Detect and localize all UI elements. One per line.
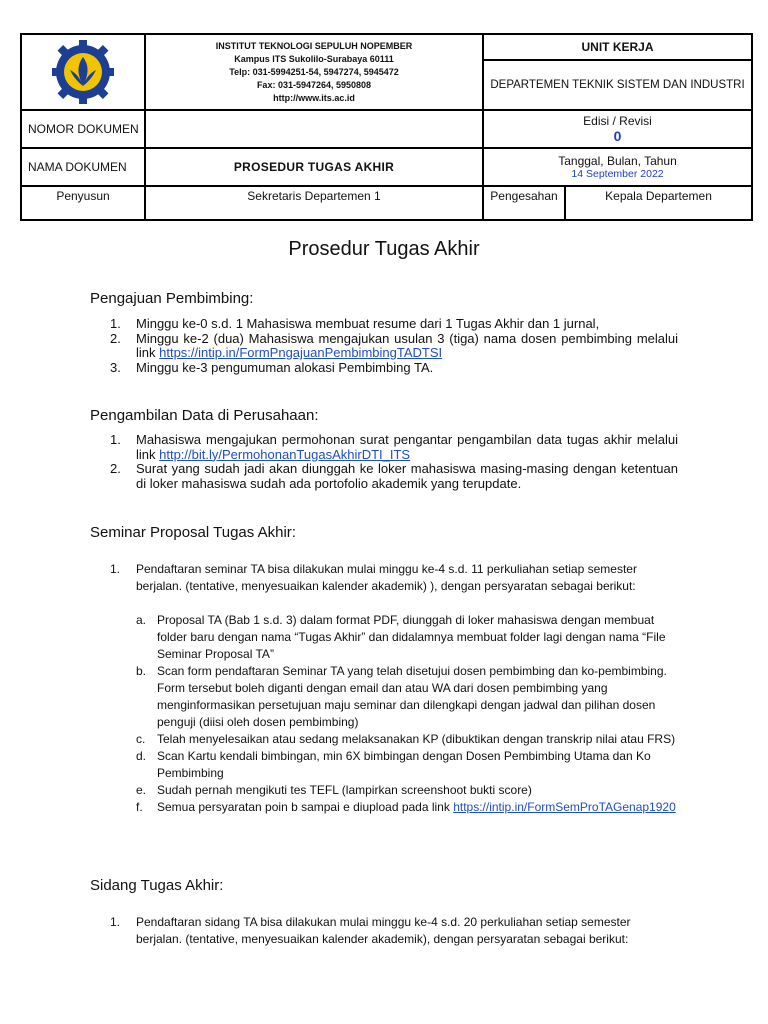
list-item (110, 332, 678, 361)
institution-phone: Telp: 031-5994251-54, 5947274, 5945472 (229, 66, 399, 77)
doc-number-value (145, 110, 483, 148)
list-text: Surat yang sudah jadi akan diunggah ke loker mahasiswa masing-masing dengan ketentuan di loker mahasiswa sudah ada portofolio akademik yang terupdate. (136, 461, 678, 491)
sublist-text: Scan Kartu kendali bimbingan, min 6X bimbingan dengan Dosen Pembimbing Utama dan Ko Pembimbing (157, 749, 651, 780)
sublist-text: Telah menyelesaikan atau sedang melaksanakan KP (dibuktikan dengan transkrip nilai atau FRS) (157, 732, 676, 746)
list-item (110, 462, 678, 491)
approval-value: Kepala Departemen (565, 186, 752, 220)
list-text: Minggu ke-2 (dua) Mahasiswa mengajukan usulan 3 (tiga) nama dosen pembimbing melalui link (136, 330, 678, 360)
logo-cell (21, 34, 145, 110)
list-text: Mahasiswa mengajukan permohonan surat pengantar pengambilan data tugas akhir melalui link (136, 432, 678, 462)
sublist-text: Scan form pendaftaran Seminar TA yang telah disetujui dosen pembimbing dan ko-pembimbing. Form tersebut boleh diganti dengan email dan atau WA dari dosen pembimbing yang menginformasikan persetujuan maju seminar dan dilengkapi dengan jadwal dan pilihan dosen penguji (diisi oleh dosen pembimbing) (157, 664, 667, 729)
section-heading-pengambilan-data: Pengambilan Data di Perusahaan: (90, 407, 319, 424)
list-item (110, 317, 678, 332)
doc-number-label: NOMOR DOKUMEN (21, 110, 145, 148)
list-text: Pendaftaran seminar TA bisa dilakukan mulai minggu ke-4 s.d. 11 perkuliahan setiap semester berjalan. (tentative, menyesuaikan kalender akademik) ), dengan persyaratan sebagai berikut: (136, 562, 637, 593)
section-heading-pembimbing: Pengajuan Pembimbing: (90, 290, 254, 307)
unit-value: DEPARTEMEN TEKNIK SISTEM DAN INDUSTRI (490, 79, 745, 91)
institution-fax: Fax: 031-5947264, 5950808 (256, 79, 372, 90)
author-value: Sekretaris Departemen 1 (145, 186, 483, 220)
list-sidang (110, 914, 670, 948)
list-item (110, 433, 678, 462)
sublist-item (136, 663, 676, 731)
institution-web: http://www.its.ac.id (273, 92, 355, 103)
sublist-text: Proposal TA (Bab 1 s.d. 3) dalam format PDF, diunggah di loker mahasiswa dengan membuat folder baru dengan nama “Tugas Akhir” dan didalamnya membuat folder lagi dengan nama “File Seminar Proposal TA” (157, 613, 666, 661)
date-label: Tanggal, Bulan, Tahun (558, 154, 677, 168)
sublist-item (136, 612, 676, 663)
list-item (110, 361, 678, 376)
list-number: 1. (110, 915, 121, 929)
unit-label: UNIT KERJA (484, 35, 751, 61)
sublist-letter: e. (136, 783, 147, 797)
link-form-seminar[interactable]: https://intip.in/FormSemProTAGenap1920 (453, 800, 676, 814)
list-item (110, 914, 670, 948)
document-header (20, 33, 751, 221)
sublist-item (136, 799, 676, 816)
list-pengambilan-data (110, 433, 678, 491)
sublist-letter: a. (136, 613, 147, 627)
date-cell (483, 148, 752, 186)
link-permohonan[interactable]: http://bit.ly/PermohonanTugasAkhirDTI_ITS (159, 446, 411, 462)
its-logo-icon (52, 40, 114, 104)
list-text: Pendaftaran sidang TA bisa dilakukan mulai minggu ke-4 s.d. 20 perkuliahan setiap semester berjalan. (tentative, menyesuaikan kalender akademik), dengan persyaratan sebagai berikut: (136, 915, 631, 946)
list-pembimbing (110, 317, 678, 375)
unit-cell (483, 34, 752, 110)
list-text: Minggu ke-0 s.d. 1 Mahasiswa membuat resume dari 1 Tugas Akhir dan 1 jurnal, (136, 316, 600, 331)
list-number: 2. (110, 330, 121, 346)
section-heading-seminar-proposal: Seminar Proposal Tugas Akhir: (90, 524, 296, 541)
list-text: Minggu ke-3 pengumuman alokasi Pembimbing TA. (136, 359, 434, 375)
section-heading-sidang: Sidang Tugas Akhir: (90, 877, 224, 894)
sublist-seminar-requirements (136, 612, 676, 816)
edition-value: 0 (613, 128, 622, 144)
sublist-letter: b. (136, 664, 147, 678)
edition-cell (483, 110, 752, 148)
sublist-text: Semua persyaratan poin b sampai e diupload pada link (157, 800, 454, 814)
page-title: Prosedur Tugas Akhir (288, 238, 480, 260)
link-form-pembimbing[interactable]: https://intip.in/FormPngajuanPembimbingTADTSI (159, 345, 443, 360)
list-number: 2. (110, 461, 121, 476)
edition-label: Edisi / Revisi (583, 114, 652, 128)
sublist-item (136, 731, 676, 748)
doc-name-label: NAMA DOKUMEN (21, 148, 145, 186)
list-seminar-proposal (110, 561, 670, 595)
date-value: 14 September 2022 (571, 168, 664, 180)
sublist-letter: c. (136, 732, 146, 746)
author-label: Penyusun (21, 186, 145, 220)
list-number: 1. (110, 432, 121, 447)
sublist-letter: f. (136, 800, 143, 814)
sublist-item (136, 748, 676, 782)
list-number: 1. (110, 562, 121, 576)
list-item (110, 561, 670, 595)
approval-label: Pengesahan (483, 186, 565, 220)
list-number: 3. (110, 359, 121, 375)
institution-cell (145, 34, 483, 110)
doc-name-value: PROSEDUR TUGAS AKHIR (145, 148, 483, 186)
list-number: 1. (110, 316, 121, 331)
sublist-letter: d. (136, 749, 147, 763)
sublist-text: Sudah pernah mengikuti tes TEFL (lampirkan screenshoot bukti score) (157, 783, 532, 797)
sublist-item (136, 782, 676, 799)
institution-name: INSTITUT TEKNOLOGI SEPULUH NOPEMBER (215, 40, 413, 51)
institution-address: Kampus ITS Sukolilo-Surabaya 60111 (234, 53, 394, 64)
